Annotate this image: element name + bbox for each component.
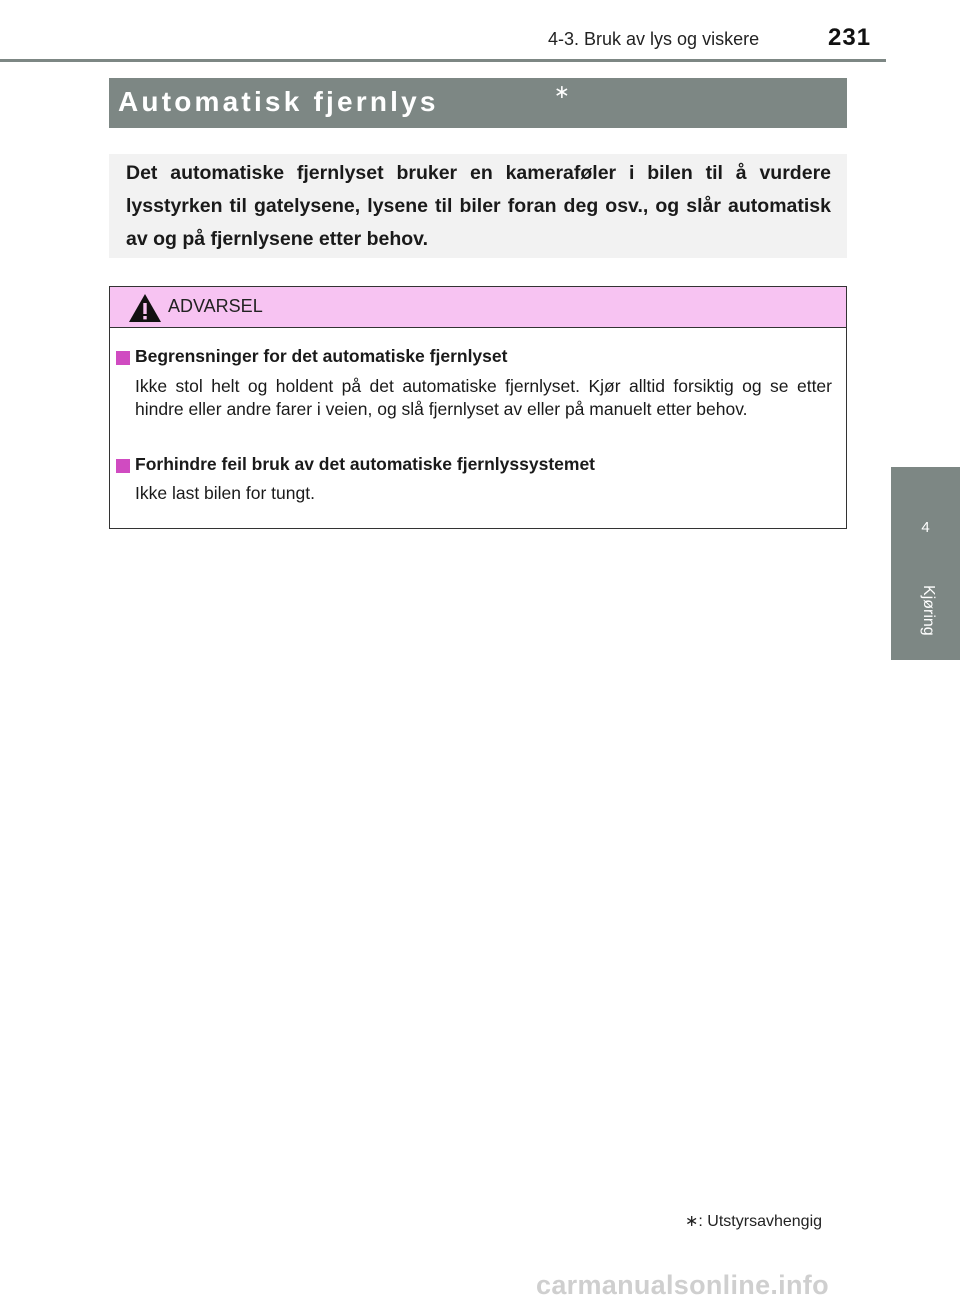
warning-item-body: Ikke last bilen for tungt.: [135, 483, 315, 503]
warning-header: [110, 287, 846, 328]
chapter-number: 4: [921, 519, 930, 536]
intro-box: [109, 154, 847, 258]
warning-item-heading: Begrensninger for det automatiske fjernlyset: [135, 346, 508, 366]
warning-triangle-icon: [128, 293, 162, 323]
page-number: 231: [828, 24, 872, 51]
footnote: ∗: Utstyrsavhengig: [685, 1213, 823, 1230]
chapter-label: Kjøring: [920, 585, 937, 636]
watermark: carmanualsonline.info: [536, 1270, 829, 1300]
warning-label: ADVARSEL: [168, 296, 263, 316]
warning-item-body: Ikke stol helt og holdent på det automatiske fjernlyset. Kjør alltid forsiktig og se etter hindre eller andre farer i veien, og slå fjernlyset av eller på manuelt etter behov.: [135, 376, 832, 419]
title-asterisk: ∗: [554, 82, 570, 103]
section-title-bar: [109, 78, 847, 128]
bullet-square-icon: [116, 351, 130, 365]
bullet-square-icon: [116, 459, 130, 473]
warning-box: [109, 286, 847, 529]
section-title: Automatisk fjernlys: [118, 86, 439, 117]
chapter-side-tab: [891, 467, 960, 660]
header-section-title: 4-3. Bruk av lys og viskere: [548, 29, 760, 49]
header-rule: [0, 59, 886, 62]
warning-item-heading: Forhindre feil bruk av det automatiske fjernlyssystemet: [135, 454, 596, 474]
intro-text: Det automatiske fjernlyset bruker en kameraføler i bilen til å vurdere lysstyrken til gatelysene, lysene til biler foran deg osv., og slår automatisk av og på fjernlysene etter behov.: [126, 162, 831, 250]
